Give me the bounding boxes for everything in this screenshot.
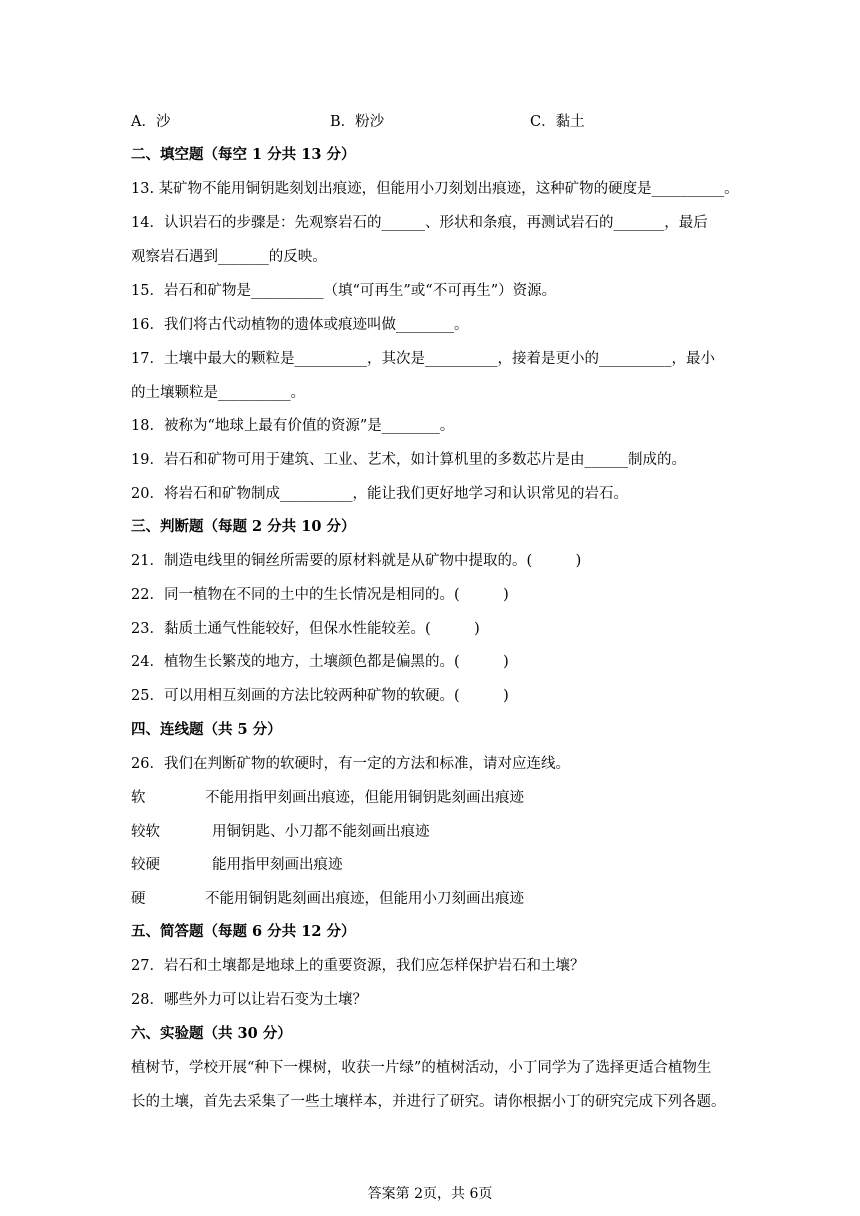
section-heading-short-answer: 五、简答题（每题 6 分共 12 分） (131, 923, 356, 940)
question-26: 26．我们在判断矿物的软硬时，有一定的方法和标准，请对应连线。 (131, 756, 570, 772)
question-13: 13. 某矿物不能用铜钥匙刻划出痕迹，但能用小刀刻划出痕迹，这种矿物的硬度是__________。 (131, 181, 739, 197)
question-22: 22．同一植物在不同的土中的生长情况是相同的。( ) (131, 587, 509, 603)
question-14-line2: 观察岩石遇到_______的反映。 (131, 249, 327, 265)
question-18: 18．被称为“地球上最有价值的资源”是________。 (131, 418, 455, 434)
match-desc-2: 用铜钥匙、小刀都不能刻画出痕迹 (212, 824, 430, 840)
question-16: 16．我们将古代动植物的遗体或痕迹叫做________。 (131, 317, 469, 333)
question-21: 21．制造电线里的铜丝所需要的原材料就是从矿物中提取的。( ) (131, 553, 582, 569)
match-term-hard: 硬 (131, 891, 146, 907)
question-19: 19．岩石和矿物可用于建筑、工业、艺术，如计算机里的多数芯片是由______制成的。 (131, 452, 686, 468)
section-heading-experiment: 六、实验题（共 30 分） (131, 1025, 292, 1042)
question-14-line1: 14．认识岩石的步骤是：先观察岩石的______、形状和条痕，再测试岩石的_______，最后 (131, 215, 708, 231)
match-term-soft: 软 (131, 790, 146, 806)
question-28: 28．哪些外力可以让岩石变为土壤？ (131, 992, 367, 1008)
section-heading-true-false: 三、判断题（每题 2 分共 10 分） (131, 518, 356, 535)
option-a: A．沙 (131, 114, 171, 130)
match-term-fairly-hard: 较硬 (131, 857, 160, 873)
option-b: B．粉沙 (330, 114, 385, 130)
question-15: 15．岩石和矿物是__________（填“可再生”或“不可再生”）资源。 (131, 283, 557, 299)
option-c: C．黏土 (530, 114, 585, 130)
question-27: 27．岩石和土壤都是地球上的重要资源，我们应怎样保护岩石和土壤？ (131, 958, 585, 974)
question-17-line1: 17．土壤中最大的颗粒是__________，其次是__________，接着是更小的__________，最小 (131, 351, 715, 367)
experiment-intro-line2: 长的土壤，首先去采集了一些土壤样本，并进行了研究。请你根据小丁的研究完成下列各题。 (131, 1094, 726, 1110)
match-desc-1: 不能用指甲刻画出痕迹，但能用铜钥匙刻画出痕迹 (205, 790, 524, 806)
question-23: 23．黏质土通气性能较好，但保水性能较差。( ) (131, 621, 480, 637)
experiment-intro-line1: 植树节，学校开展“种下一棵树，收获一片绿”的植树活动，小丁同学为了选择更适合植物生 (131, 1060, 712, 1076)
match-desc-4: 不能用铜钥匙刻画出痕迹，但能用小刀刻画出痕迹 (205, 891, 524, 907)
section-heading-fill-in: 二、填空题（每空 1 分共 13 分） (131, 146, 356, 163)
question-24: 24．植物生长繁茂的地方，土壤颜色都是偏黑的。( ) (131, 654, 509, 670)
section-heading-matching: 四、连线题（共 5 分） (131, 721, 282, 738)
match-term-fairly-soft: 较软 (131, 824, 160, 840)
match-desc-3: 能用指甲刻画出痕迹 (212, 857, 343, 873)
question-17-line2: 的土壤颗粒是__________。 (131, 385, 305, 401)
page-footer: 答案第 2页，共 6页 (367, 1186, 493, 1202)
question-25: 25．可以用相互刻画的方法比较两种矿物的软硬。( ) (131, 688, 509, 704)
question-20: 20．将岩石和矿物制成__________，能让我们更好地学习和认识常见的岩石。 (131, 486, 628, 502)
